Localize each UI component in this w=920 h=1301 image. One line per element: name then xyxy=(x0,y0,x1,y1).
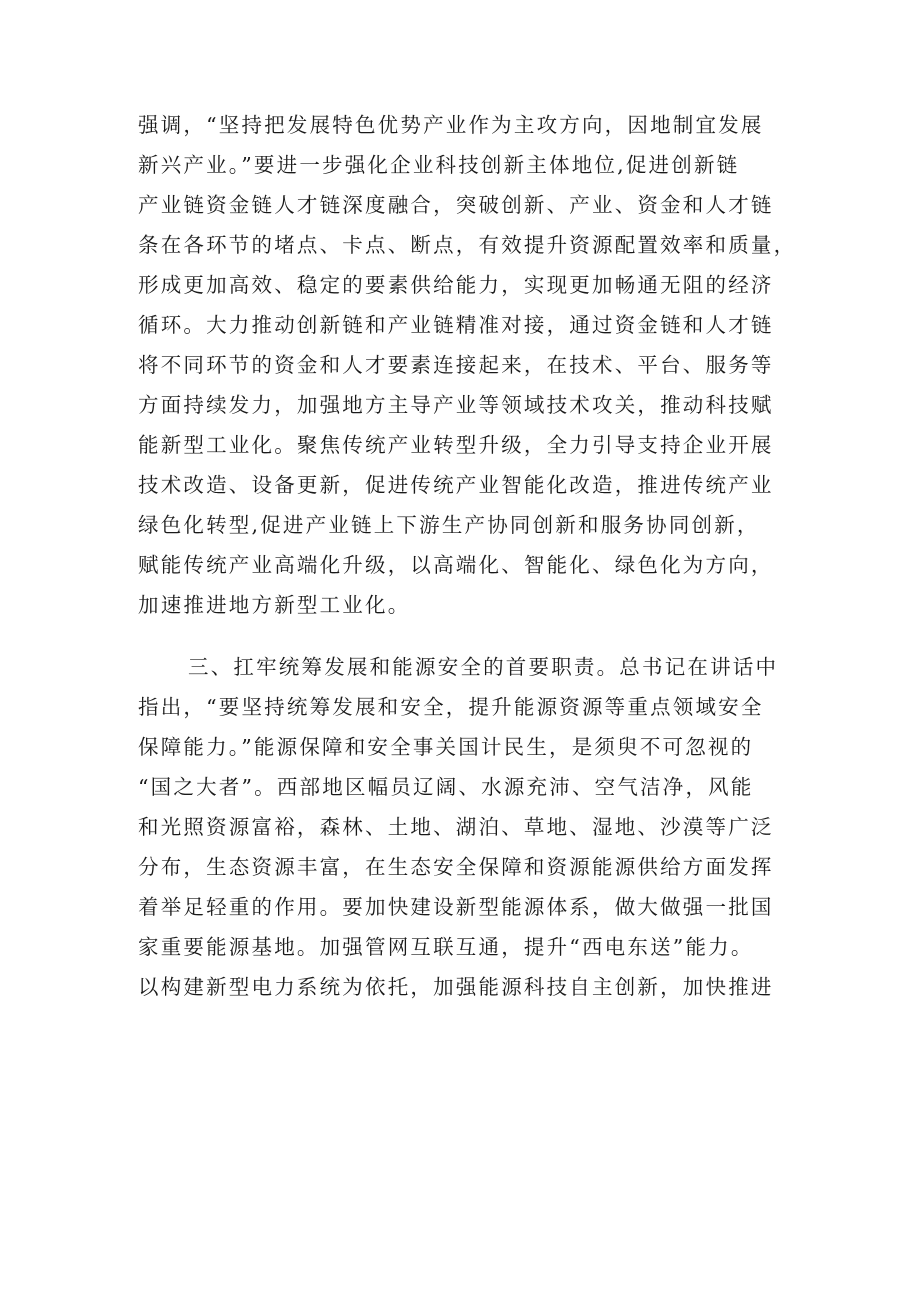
text-line: 新兴产业。”要进一步强化企业科技创新主体地位,促进创新链 xyxy=(138,153,740,177)
text-line: 以构建新型电力系统为依托，加强能源科技自主创新，加快推进 xyxy=(138,975,774,999)
text-line: 分布，生态资源丰富，在生态安全保障和资源能源供给方面发挥 xyxy=(138,855,774,879)
document-body xyxy=(138,105,797,1007)
paragraph-industry-innovation xyxy=(138,105,797,625)
text-line: 形成更加高效、稳定的要素供给能力，实现更加畅通无阻的经济 xyxy=(138,273,774,297)
text-line: 技术改造、设备更新，促进传统产业智能化改造，推进传统产业 xyxy=(138,473,774,497)
paragraph-spacer xyxy=(138,625,788,647)
text-line: 产业链资金链人才链深度融合，突破创新、产业、资金和人才链 xyxy=(138,193,774,217)
text-line: 指出，“要坚持统筹发展和安全，提升能源资源等重点领域安全 xyxy=(138,695,764,719)
text-line: 方面持续发力，加强地方主导产业等领域技术攻关，推动科技赋 xyxy=(138,393,774,417)
text-line: 加速推进地方新型工业化。 xyxy=(138,593,411,617)
text-line: 条在各环节的堵点、卡点、断点，有效提升资源配置效率和质量， xyxy=(138,233,797,257)
text-line: 保障能力。”能源保障和安全事关国计民生，是须臾不可忽视的 xyxy=(138,735,754,759)
text-line: “国之大者”。西部地区幅员辽阔、水源充沛、空气洁净，风能 xyxy=(138,775,754,799)
text-line: 强调，“坚持把发展特色优势产业作为主攻方向，因地制宜发展 xyxy=(138,113,764,137)
section-heading-line: 三、扛牢统筹发展和能源安全的首要职责。总书记在讲话中 xyxy=(188,655,779,679)
text-line: 循环。大力推动创新链和产业链精准对接，通过资金链和人才链 xyxy=(138,313,774,337)
paragraph-energy-security xyxy=(138,647,788,1007)
text-line: 和光照资源富裕，森林、土地、湖泊、草地、湿地、沙漠等广泛 xyxy=(138,815,774,839)
text-line: 将不同环节的资金和人才要素连接起来，在技术、平台、服务等 xyxy=(138,353,774,377)
text-line: 能新型工业化。聚焦传统产业转型升级，全力引导支持企业开展 xyxy=(138,433,774,457)
text-line: 着举足轻重的作用。要加快建设新型能源体系，做大做强一批国 xyxy=(138,895,774,919)
text-line: 赋能传统产业高端化升级，以高端化、智能化、绿色化为方向， xyxy=(138,553,774,577)
text-line: 绿色化转型,促进产业链上下游生产协同创新和服务协同创新， xyxy=(138,513,760,537)
text-line: 家重要能源基地。加强管网互联互通，提升“西电东送”能力。 xyxy=(138,935,754,959)
